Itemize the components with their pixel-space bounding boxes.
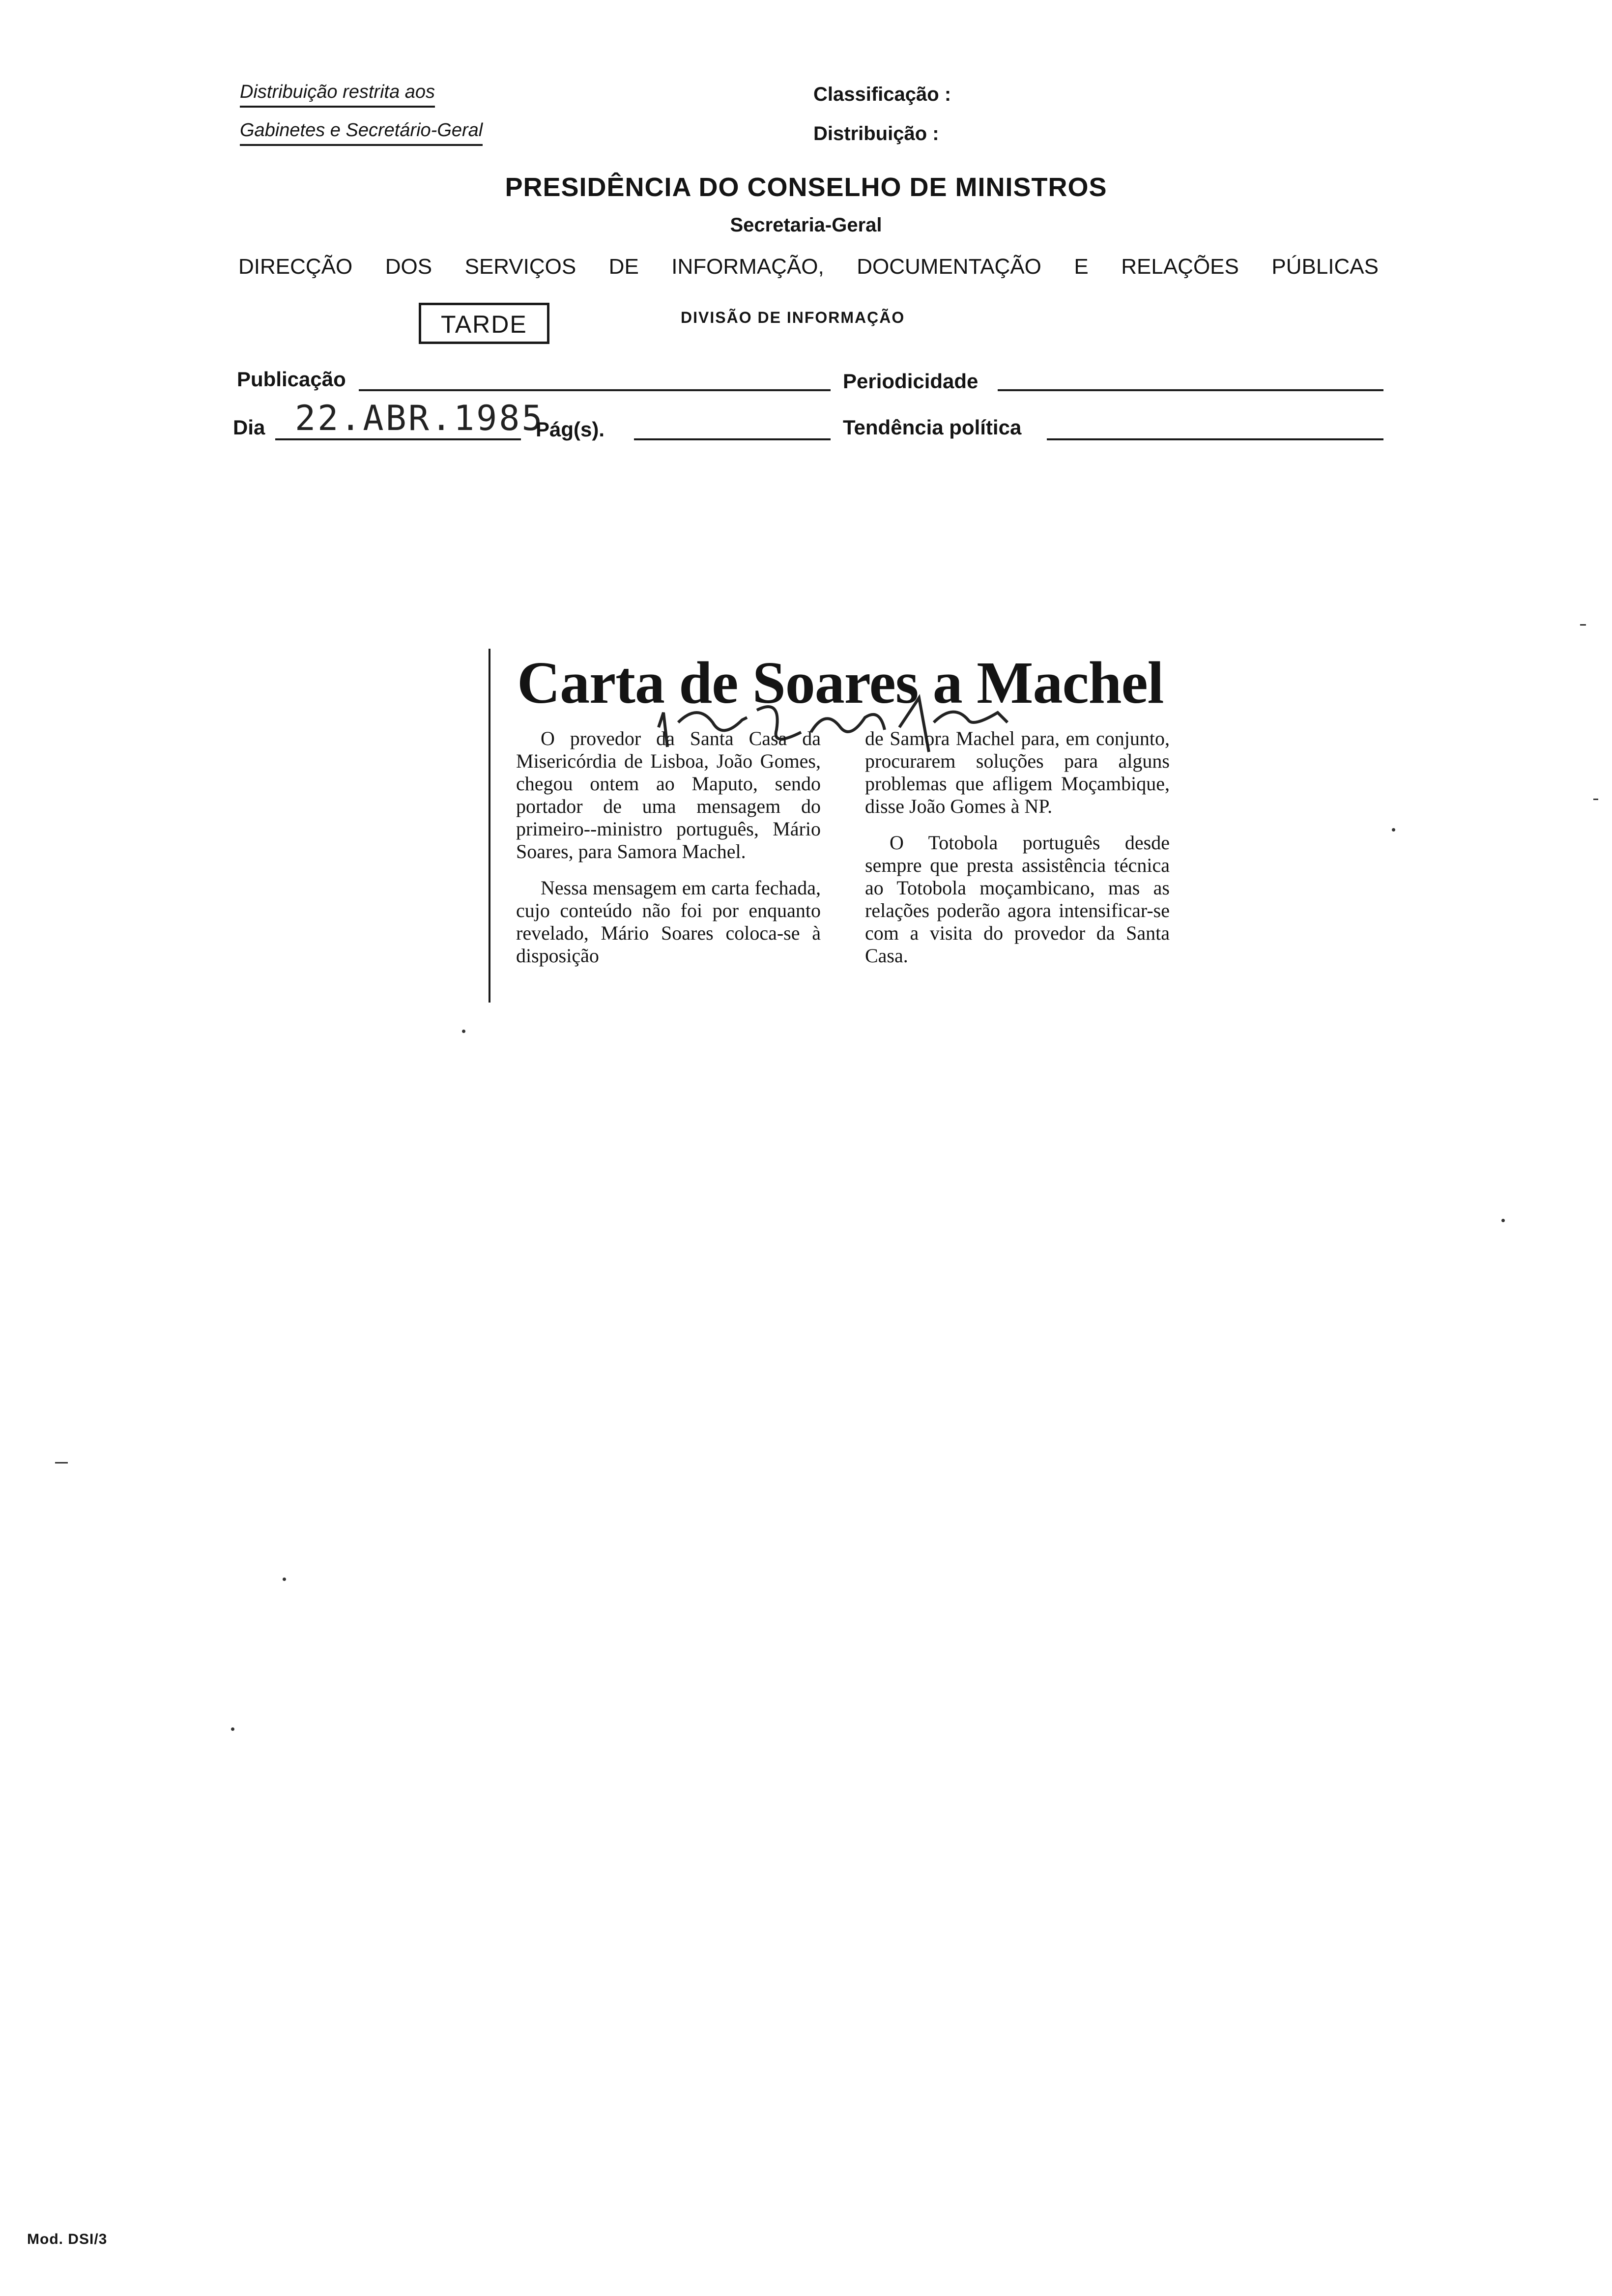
scan-mark <box>55 1462 68 1464</box>
article-paragraph: O provedor da Santa Casa da Misericórdia de Lisboa, João Gomes, chegou ontem ao Maputo, sendo portador de uma mensagem do primeiro--ministro português, Mário Soares, para Samora Machel. <box>516 727 821 862</box>
restricted-distribution-line2: Gabinetes e Secretário-Geral <box>240 120 483 146</box>
scan-mark <box>1580 624 1586 626</box>
article-paragraph: de Samora Machel para, em conjunto, procurarem soluções para alguns problemas que afligem Moçambique, disse João Gomes à NP. <box>865 727 1170 817</box>
scan-mark <box>1593 799 1598 800</box>
political-tendency-label: Tendência política <box>843 416 1022 439</box>
scan-speck <box>462 1030 465 1033</box>
article-headline: Carta de Soares a Machel <box>517 650 1164 716</box>
scan-speck <box>283 1578 286 1581</box>
article-paragraph: Nessa mensagem em carta fechada, cujo conteúdo não foi por enquanto revelado, Mário Soares coloca-se à disposição <box>516 877 821 967</box>
day-field-line <box>275 438 521 440</box>
scan-speck <box>1501 1219 1505 1222</box>
classification-label: Classificação : <box>813 84 951 105</box>
article-column-2 <box>865 727 1170 981</box>
directorate-line: DIRECÇÃO DOS SERVIÇOS DE INFORMAÇÃO, DOCUMENTAÇÃO E RELAÇÕES PÚBLICAS <box>238 255 1379 279</box>
publication-label: Publicação <box>237 368 346 391</box>
article-column-1 <box>516 727 821 981</box>
clipping-left-rule <box>489 649 490 1003</box>
day-label: Dia <box>233 416 265 439</box>
date-stamp: 22.ABR.1985 <box>295 398 545 438</box>
org-title: PRESIDÊNCIA DO CONSELHO DE MINISTROS <box>505 172 1107 202</box>
periodicity-label: Periodicidade <box>843 370 979 393</box>
edition-stamp: TARDE <box>419 303 549 344</box>
political-tendency-field-line <box>1047 438 1383 440</box>
periodicity-field-line <box>998 389 1383 391</box>
scan-speck <box>1392 828 1395 832</box>
org-subtitle: Secretaria-Geral <box>730 214 882 236</box>
distribution-label: Distribuição : <box>813 123 939 144</box>
scan-speck <box>231 1727 234 1731</box>
publication-field-line <box>359 389 831 391</box>
restricted-distribution-line1: Distribuição restrita aos <box>240 82 435 108</box>
pages-field-line <box>634 438 831 440</box>
article-paragraph: O Totobola português desde sempre que presta assistência técnica ao Totobola moçambicano, mas as relações poderão agora intensificar-se com a visita do provedor da Santa Casa. <box>865 832 1170 967</box>
pages-label: Pág(s). <box>536 418 605 441</box>
form-code: Mod. DSI/3 <box>27 2231 108 2247</box>
division-label: DIVISÃO DE INFORMAÇÃO <box>681 309 905 326</box>
